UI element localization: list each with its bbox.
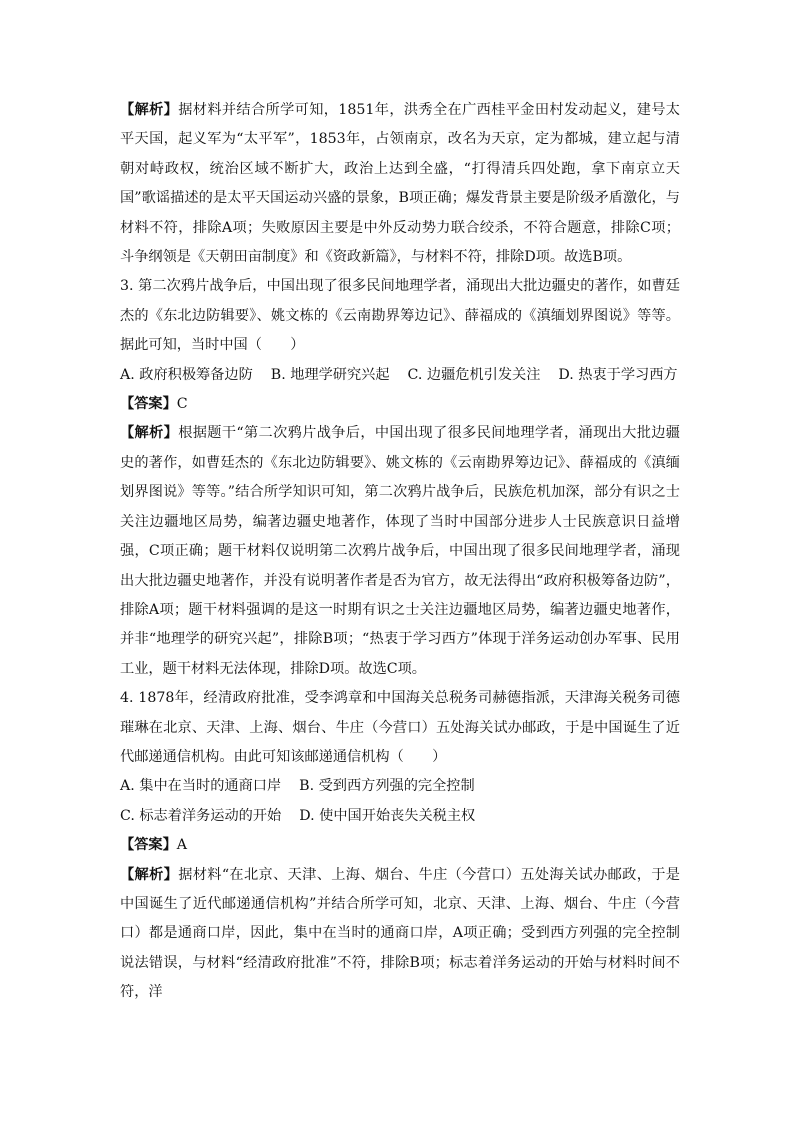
analysis-paragraph-1 <box>120 96 680 272</box>
option-b: B. 地理学研究兴起 <box>270 366 390 383</box>
analysis-label: 【解析】 <box>120 102 179 118</box>
question-4-options-row-2 <box>120 802 680 831</box>
answer-line-3 <box>120 390 680 419</box>
analysis-paragraph-3 <box>120 861 680 1008</box>
document-page <box>120 96 680 1008</box>
answer-label: 【答案】 <box>120 396 177 413</box>
answer-value: A <box>176 837 188 854</box>
analysis-paragraph-2 <box>120 419 680 684</box>
answer-value: C <box>176 396 188 413</box>
option-d: D. 热衷于学习西方 <box>558 366 678 383</box>
answer-line-4 <box>120 831 680 860</box>
analysis-label: 【解析】 <box>120 866 179 883</box>
option-c: C. 边疆危机引发关注 <box>407 366 541 383</box>
option-c: C. 标志着洋务运动的开始 <box>120 807 282 824</box>
option-a: A. 政府积极筹备边防 <box>120 366 253 383</box>
analysis-label: 【解析】 <box>120 425 179 442</box>
question-4-options-row-1 <box>120 772 680 801</box>
analysis-text: 据材料“在北京、天津、上海、烟台、牛庄（今营口）五处海关试办邮政，于是中国诞生了近代邮递通信机构”并结合所学可知，北京、天津、上海、烟台、牛庄（今营口）都是通商口岸，因此，集中在当时的通商口岸，A项正确；受到西方列强的完全控制说法错误，与材料“经清政府批准”不符，排除B项；标志着洋务运动的开始与材料时间不符，洋 <box>120 866 680 1001</box>
analysis-text: 据材料并结合所学可知，1851年，洪秀全在广西桂平金田村发动起义，建号太平天国，起义军为“太平军”，1853年，占领南京，改名为天京，定为都城，建立起与清朝对峙政权，统治区域不断扩大，政治上达到全盛，“打得清兵四处跑，拿下南京立天国”歌谣描述的是太平天国运动兴盛的景象，B项正确；爆发背景主要是阶级矛盾激化，与材料不符，排除A项；失败原因主要是中外反动势力联合绞杀，不符合题意，排除C项；斗争纲领是《天朝田亩制度》和《资政新篇》，与材料不符，排除D项。故选B项。 <box>120 102 680 266</box>
answer-label: 【答案】 <box>120 837 177 854</box>
question-3-options <box>120 361 680 390</box>
analysis-text: 根据题干“第二次鸦片战争后，中国出现了很多民间地理学者，涌现出大批边疆史的著作，如曹廷杰的《东北边防辑要》、姚文栋的《云南勘界筹边记》、薛福成的《滇缅划界图说》等等。”结合所学知识可知，第二次鸦片战争后，民族危机加深，部分有识之士关注边疆地区局势，编著边疆史地著作，体现了当时中国部分进步人士民族意识日益增强，C项正确；题干材料仅说明第二次鸦片战争后，中国出现了很多民间地理学者，涌现出大批边疆史地著作，并没有说明著作者是否为官方，故无法得出“政府积极筹备边防”，排除A项；题干材料强调的是这一时期有识之士关注边疆地区局势，编著边疆史地著作，并非“地理学的研究兴起”，排除B项；“热衷于学习西方”体现于洋务运动创办军事、民用工业，题干材料无法体现，排除D项。故选C项。 <box>120 425 680 677</box>
option-a: A. 集中在当时的通商口岸 <box>120 778 282 795</box>
question-3-stem: 3. 第二次鸦片战争后，中国出现了很多民间地理学者，涌现出大批边疆史的著作，如曹廷杰的《东北边防辑要》、姚文栋的《云南勘界筹边记》、薛福成的《滇缅划界图说》等等。据此可知，当时中国（ ） <box>120 278 680 354</box>
option-d: D. 使中国开始丧失关税主权 <box>299 807 476 824</box>
question-4-stem: 4. 1878年，经清政府批准，受李鸿章和中国海关总税务司赫德指派，天津海关税务司德璀琳在北京、天津、上海、烟台、牛庄（今营口）五处海关试办邮政，于是中国诞生了近代邮递通信机构。由此可知该邮递通信机构（ ） <box>120 690 680 765</box>
option-b: B. 受到西方列强的完全控制 <box>299 778 475 795</box>
